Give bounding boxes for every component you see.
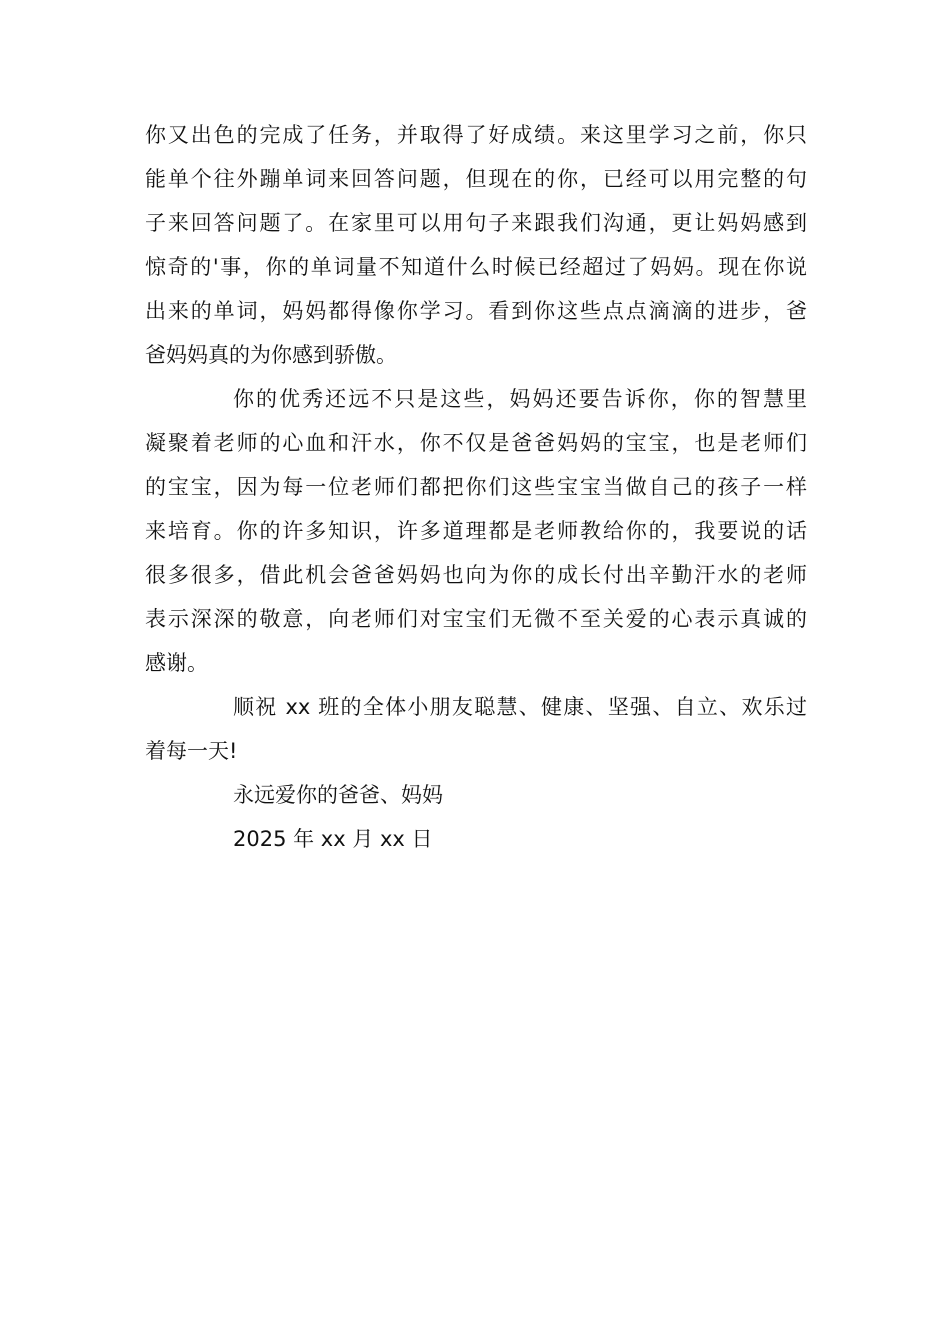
text-line: 凝聚着老师的心血和汗水，你不仅是爸爸妈妈的宝宝，也是老师们: [145, 431, 807, 455]
date-line: 2025 年 xx 月 xx 日: [233, 827, 433, 851]
text-line: 你又出色的完成了任务，并取得了好成绩。来这里学习之前，你只: [145, 123, 807, 147]
text-line: 表示深深的敬意，向老师们对宝宝们无微不至关爱的心表示真诚的: [145, 607, 807, 631]
text-line: 感谢。: [145, 651, 208, 675]
text-line: 惊奇的'事，你的单词量不知道什么时候已经超过了妈妈。现在你说: [145, 255, 807, 279]
text-line: 顺祝 xx 班的全体小朋友聪慧、健康、坚强、自立、欢乐过: [233, 695, 807, 719]
text-line: 的宝宝，因为每一位老师们都把你们这些宝宝当做自己的孩子一样: [145, 475, 807, 499]
signature: 永远爱你的爸爸、妈妈: [233, 783, 443, 807]
paragraph-teachers: [145, 377, 807, 685]
text-line: 爸妈妈真的为你感到骄傲。: [145, 343, 397, 367]
text-line: 能单个往外蹦单词来回答问题，但现在的你，已经可以用完整的句: [145, 167, 807, 191]
text-line: 出来的单词，妈妈都得像你学习。看到你这些点点滴滴的进步，爸: [145, 299, 807, 323]
letter-body: [145, 113, 807, 861]
paragraph-wishes: [145, 685, 807, 773]
text-line: 来培育。你的许多知识，许多道理都是老师教给你的，我要说的话: [145, 519, 807, 543]
text-line: 你的优秀还远不只是这些，妈妈还要告诉你，你的智慧里: [233, 387, 807, 411]
text-line: 很多很多，借此机会爸爸妈妈也向为你的成长付出辛勤汗水的老师: [145, 563, 807, 587]
text-line: 着每一天!: [145, 739, 238, 763]
paragraph-progress: [145, 113, 807, 377]
text-line: 子来回答问题了。在家里可以用句子来跟我们沟通，更让妈妈感到: [145, 211, 807, 235]
